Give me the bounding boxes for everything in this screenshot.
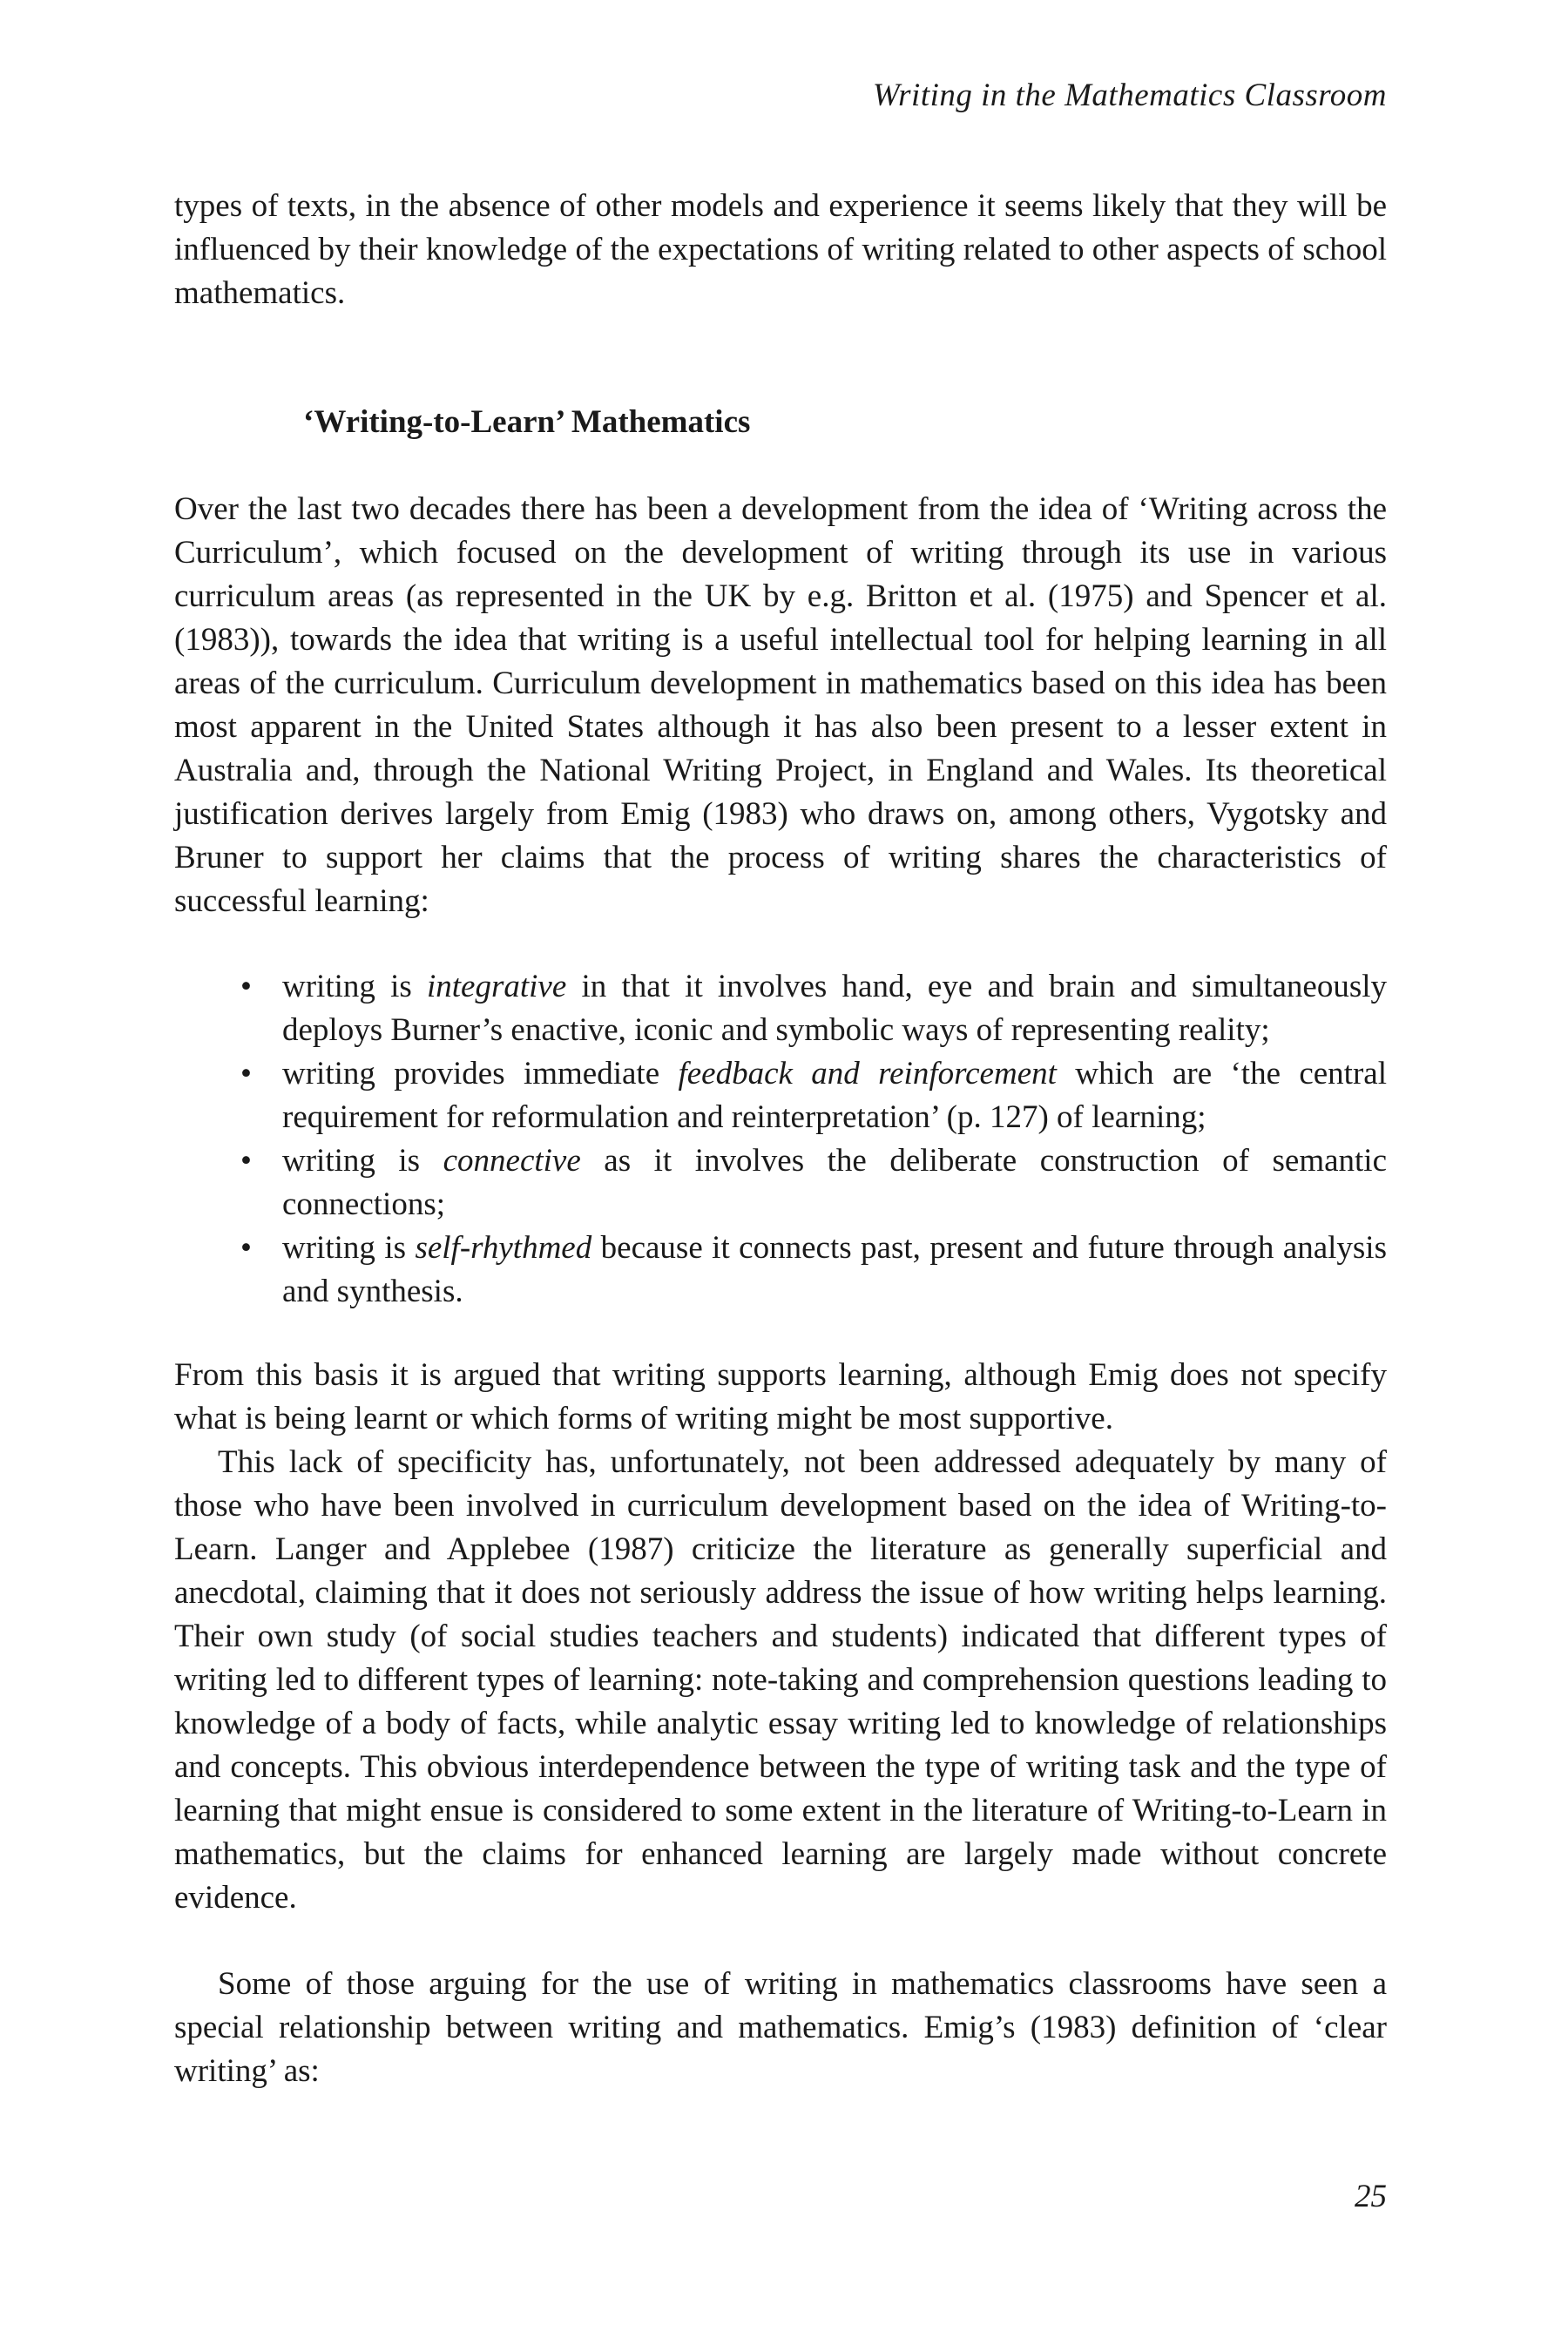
paragraph-4: This lack of specificity has, unfortunately, not been addressed adequately by many of those who have been involved in curriculum development based on the idea of Writing-to-Learn. Langer and Applebee (1987) criticize the literature as generally superficial and anecdotal, claiming that it does not seriously address the issue of how writing helps learning. Their own study (of social studies teachers and students) indicated that different types of writing led to different types of learning: note-taking and comprehension questions leading to knowledge of a body of facts, while analytic essay writing led to knowledge of relationships and concepts. This obvious interdependence between the type of writing task and the type of learning that might ensue is considered to some extent in the literature of Writing-to-Learn in mathematics, but the claims for enhanced learning are largely made without concrete evidence. — [174, 1444, 1387, 1916]
paragraph-5: Some of those arguing for the use of writing in mathematics classrooms have seen a special relationship between writing and mathematics. Emig’s (1983) definition of ‘clear writing’ as: — [174, 1966, 1387, 2089]
list-item: • writing is connective as it involves the deliberate construction of semantic connections; — [174, 1139, 1387, 1227]
list-item: • writing is self-rhythmed because it connects past, present and future through analysis and synthesis. — [174, 1227, 1387, 1314]
bullet-icon: • — [240, 1143, 252, 1179]
paragraph-4-block — [174, 1441, 1387, 1920]
page-number: 25 — [1355, 2179, 1387, 2214]
emphasis: connective — [443, 1143, 581, 1179]
bullet-icon: • — [240, 1230, 252, 1266]
paragraph-3-block — [174, 1354, 1387, 1441]
bullet-icon: • — [240, 1056, 252, 1092]
paragraph-2: Over the last two decades there has been a development from the idea of ‘Writing across the Curriculum’, which focused on the development of writing through its use in various curriculum areas (as represented in the UK by e.g. Britton et al. (1975) and Spencer et al. (1983)), towards the idea that writing is a useful intellectual tool for helping learning in all areas of the curriculum. Curriculum development in mathematics based on this idea has been most apparent in the United States although it has also been present to a lesser extent in Australia and, through the National Writing Project, in England and Wales. Its theoretical justification derives largely from Emig (1983) who draws on, among others, Vygotsky and Bruner to support her claims that the process of writing shares the characteristics of successful learning: — [174, 491, 1387, 919]
emphasis: self-rhythmed — [415, 1230, 592, 1266]
paragraph-2-block — [174, 488, 1387, 923]
paragraph-5-block — [174, 1963, 1387, 2093]
emphasis: integrative — [426, 969, 567, 1004]
emphasis: feedback and reinforcement — [678, 1056, 1057, 1092]
bullet-list — [174, 965, 1387, 1314]
paragraph-1-block — [174, 185, 1387, 315]
section-heading-block — [174, 401, 1387, 444]
bullet-icon: • — [240, 969, 252, 1004]
paragraph-3: From this basis it is argued that writing supports learning, although Emig does not specify what is being learnt or which forms of writing might be most supportive. — [174, 1357, 1387, 1436]
running-head: Writing in the Mathematics Classroom — [872, 78, 1387, 113]
list-item: • writing is integrative in that it involves hand, eye and brain and simultaneously deploys Burner’s enactive, iconic and symbolic ways of representing reality; — [174, 965, 1387, 1052]
section-heading: ‘Writing-to-Learn’ Mathematics — [303, 404, 751, 440]
list-item: • writing provides immediate feedback and reinforcement which are ‘the central requirement for reformulation and reinterpretation’ (p. 127) of learning; — [174, 1052, 1387, 1139]
paragraph-1: types of texts, in the absence of other models and experience it seems likely that they will be influenced by their knowledge of the expectations of writing related to other aspects of school mathematics. — [174, 188, 1387, 311]
bullet-list-block — [174, 965, 1387, 1314]
